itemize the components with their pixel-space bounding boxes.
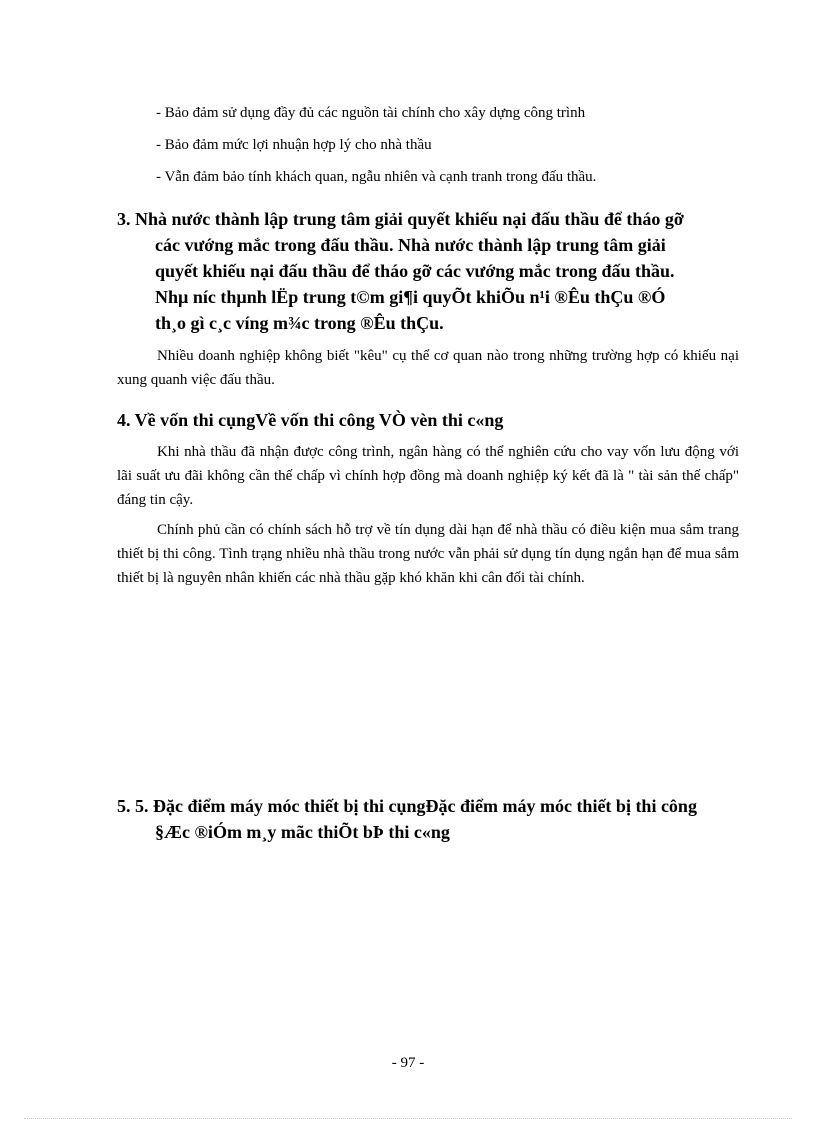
section-3-heading-line: các vướng mắc trong đấu thầu. Nhà nước thành lập trung tâm giải <box>155 235 666 255</box>
section-4-paragraph: Chính phủ cần có chính sách hỗ trợ về tín dụng dài hạn để nhà thầu có điều kiện mua sắm trang thiết bị thi công. Tình trạng nhiều nhà thầu trong nước vẫn phải sử dụng tín dụng ngắn hạn để mua sắm thiết bị là nguyên nhân khiến các nhà thầu gặp khó khăn khi cân đối tài chính. <box>117 522 739 586</box>
bullet-item: - Bảo đảm mức lợi nhuận hợp lý cho nhà thầu <box>156 137 432 153</box>
section-5-heading-legacy: §Æc ®iÓm m¸y mãc thiÕt bÞ thi c«ng <box>155 822 450 842</box>
section-3-heading-line: 3. Nhà nước thành lập trung tâm giải quyết khiếu nại đấu thầu để tháo gỡ <box>117 209 684 229</box>
bullet-item: - Vẫn đảm bảo tính khách quan, ngẫu nhiên và cạnh tranh trong đấu thầu. <box>156 169 597 185</box>
section-3-heading-line: Nhµ níc thµnh lËp trung t©m gi¶i quyÕt khiÕu n¹i ®Êu thÇu ®Ó <box>155 287 666 307</box>
bullet-item: - Bảo đảm sử dụng đầy đủ các nguồn tài chính cho xây dựng công trình <box>156 105 586 121</box>
section-3-heading-line: th¸o gì c¸c víng m¾c trong ®Êu thÇu. <box>155 313 444 333</box>
section-5-heading: 5. 5. Đặc điểm máy móc thiết bị thi cụngĐặc điểm máy móc thiết bị thi công <box>117 796 697 816</box>
section-3-heading-line: quyết khiếu nại đấu thầu để tháo gỡ các vướng mắc trong đấu thầu. <box>155 261 675 281</box>
section-4-heading: 4. Về vốn thi cụngVề vốn thi công VÒ vèn thi c«ng <box>117 410 504 430</box>
page-number: - 97 - <box>391 1055 425 1071</box>
page-bottom-divider <box>24 1118 792 1119</box>
section-4-paragraph: Khi nhà thầu đã nhận được công trình, ngân hàng có thể nghiên cứu cho vay vốn lưu động với lãi suất ưu đãi không cần thế chấp vì chính hợp đồng mà doanh nghiệp ký kết đã là " tài sản thế chấp" đáng tin cậy. <box>117 444 739 508</box>
section-3-paragraph: Nhiều doanh nghiệp không biết "kêu" cụ thể cơ quan nào trong những trường hợp có khiếu nại xung quanh việc đấu thầu. <box>117 348 739 388</box>
